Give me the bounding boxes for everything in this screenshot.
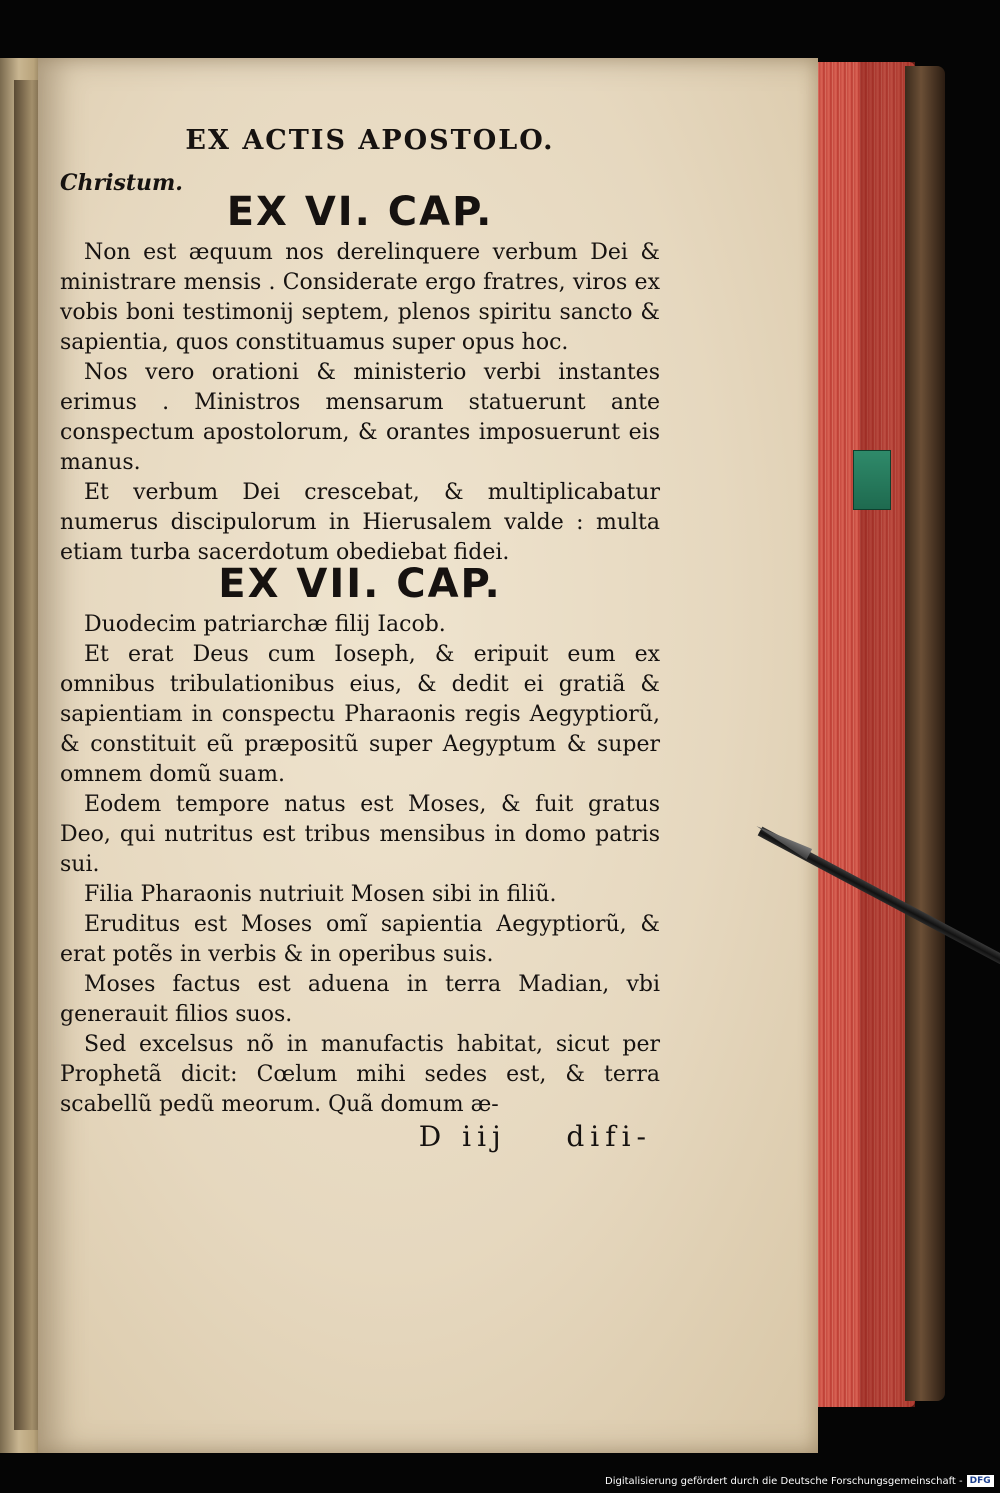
catchword: difi- xyxy=(566,1120,652,1153)
paragraph: Et erat Deus cum Ioseph, & eripuit eum ex omnibus tribulationibus eius, & dedit ei gratiã & sapientiam in conspectu Pharaonis regis Aegyptiorũ, & constituit eũ præpositũ super Aegyptum & super omnem domũ suam. xyxy=(60,642,660,787)
paragraph: Moses factus est aduena in terra Madian, vbi generauit filios suos. xyxy=(60,972,660,1027)
paragraph: Eodem tempore natus est Moses, & fuit gratus Deo, qui nutritus est tribus mensibus in domo patris sui. xyxy=(60,792,660,877)
signature-mark: D iij xyxy=(418,1120,507,1153)
digitization-credit xyxy=(605,1475,994,1487)
lead-word: Christum. xyxy=(60,170,183,196)
paragraph: Sed excelsus nõ in manufactis habitat, sicut per Prophetã dicit: Cœlum mihi sedes est, & terra scabellũ pedũ meorum. Quã domum æ- xyxy=(60,1032,660,1117)
section-chapter-6 xyxy=(60,188,660,568)
paragraph: Non est æquum nos derelinquere verbum Dei & ministrare mensis . Considerate ergo fratres, viros ex vobis boni testimonij septem, plenos spiritu sancto & sapientia, quos constituamus super opus hoc. xyxy=(60,240,660,355)
credit-text: Digitalisierung gefördert durch die Deutsche Forschungsgemeinschaft - xyxy=(605,1476,963,1487)
book-cover-edge xyxy=(905,66,945,1401)
running-head: EX ACTIS APOSTOLO. xyxy=(185,125,555,156)
dfg-logo: DFG xyxy=(967,1475,994,1487)
green-bookmark-tab xyxy=(853,450,891,510)
paragraph: Filia Pharaonis nutriuit Mosen sibi in filiũ. xyxy=(84,882,557,907)
paragraph: Eruditus est Moses omĩ sapientia Aegyptiorũ, & erat potẽs in verbis & in operibus suis. xyxy=(60,912,660,967)
paragraph: Nos vero orationi & ministerio verbi instantes erimus . Ministros mensarum statuerunt ante conspectum apostolorum, & orantes imposuerunt eis manus. xyxy=(60,360,660,475)
paragraph: Duodecim patriarchæ filij Iacob. xyxy=(84,612,446,637)
signature-and-catchword xyxy=(60,1120,660,1153)
section-chapter-7 xyxy=(60,560,660,1120)
page-text xyxy=(60,125,660,1153)
chapter-heading: EX VI. CAP. xyxy=(226,189,494,235)
paragraph: Et verbum Dei crescebat, & multiplicabatur numerus discipulorum in Hierusalem valde : multa etiam turba sacerdotum obediebat fidei. xyxy=(60,480,660,565)
chapter-heading: EX VII. CAP. xyxy=(218,561,502,607)
